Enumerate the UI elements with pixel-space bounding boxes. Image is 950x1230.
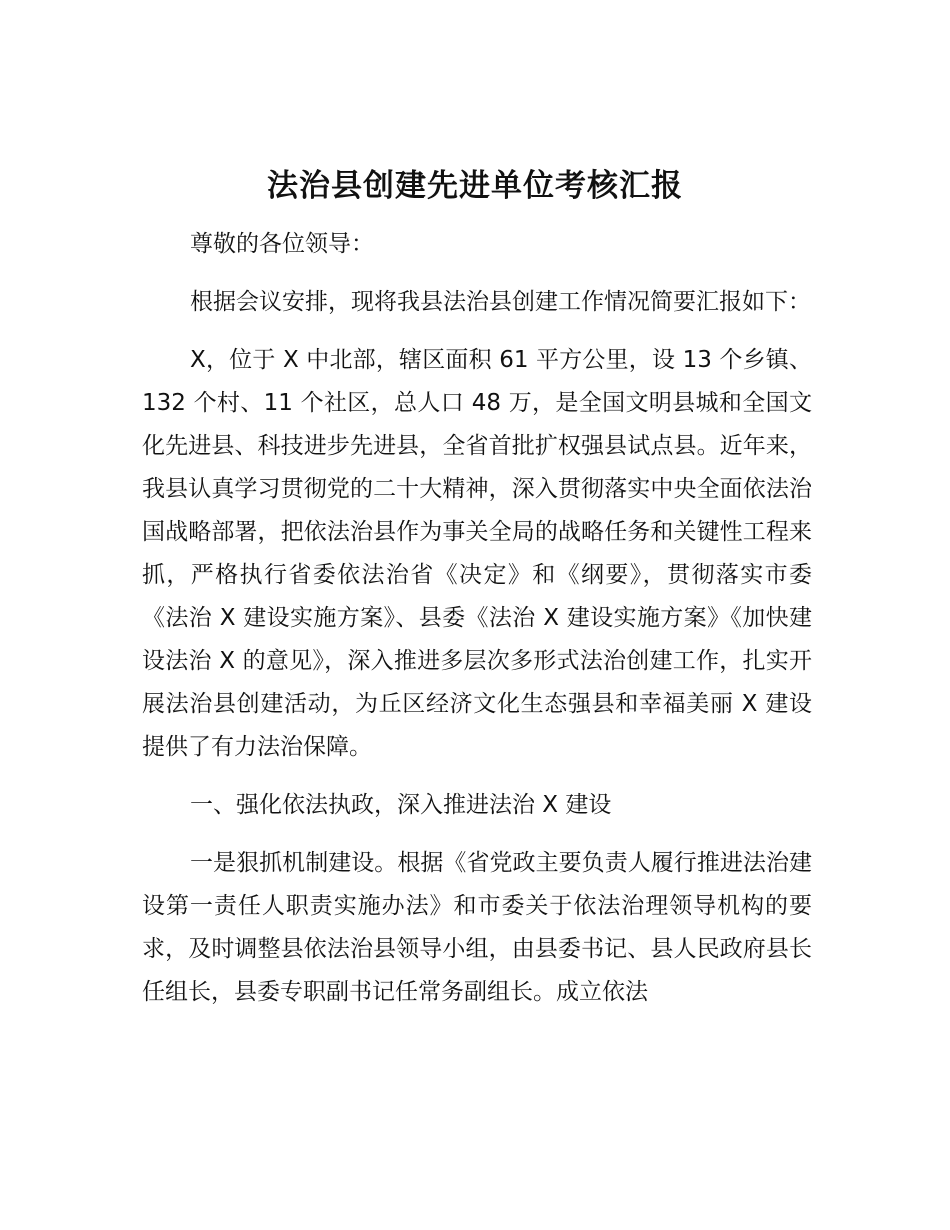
section-heading: 一、强化依法执政，深入推进法治 X 建设 [190, 792, 612, 818]
mechanism-paragraph: 一是狠抓机制建设。根据《省党政主要负责人履行推进法治建设第一责任人职责实施办法》和市委关于依法治理领导机构的要求，及时调整县依法治县领导小组，由县委书记、县人民政府县长任组长，县委专职副书记任常务副组长。成立依法 [142, 850, 812, 1005]
document-title: 法治县创建先进单位考核汇报 [267, 168, 683, 204]
salutation-paragraph: 尊敬的各位领导： [190, 231, 374, 257]
document-body [142, 223, 812, 1029]
overview-paragraph: X，位于 X 中北部，辖区面积 61 平方公里，设 13 个乡镇、132 个村、11 个社区，总人口 48 万，是全国文明县城和全国文化先进县、科技进步先进县，全省首批扩权强县试点县。近年来，我县认真学习贯彻党的二十大精神，深入贯彻落实中央全面依法治国战略部署，把依法治县作为事关全局的战略任务和关键性工程来抓，严格执行省委依法治省《决定》和《纲要》，贯彻落实市委《法治 X 建设实施方案》、县委《法治 X 建设实施方案》《加快建设法治 X 的意见》，深入推进多层次多形式法治创建工作，扎实开展法治县创建活动，为丘区经济文化生态强县和幸福美丽 X 建设提供了有力法治保障。 [142, 347, 812, 760]
intro-paragraph: 根据会议安排，现将我县法治县创建工作情况简要汇报如下： [190, 289, 811, 315]
